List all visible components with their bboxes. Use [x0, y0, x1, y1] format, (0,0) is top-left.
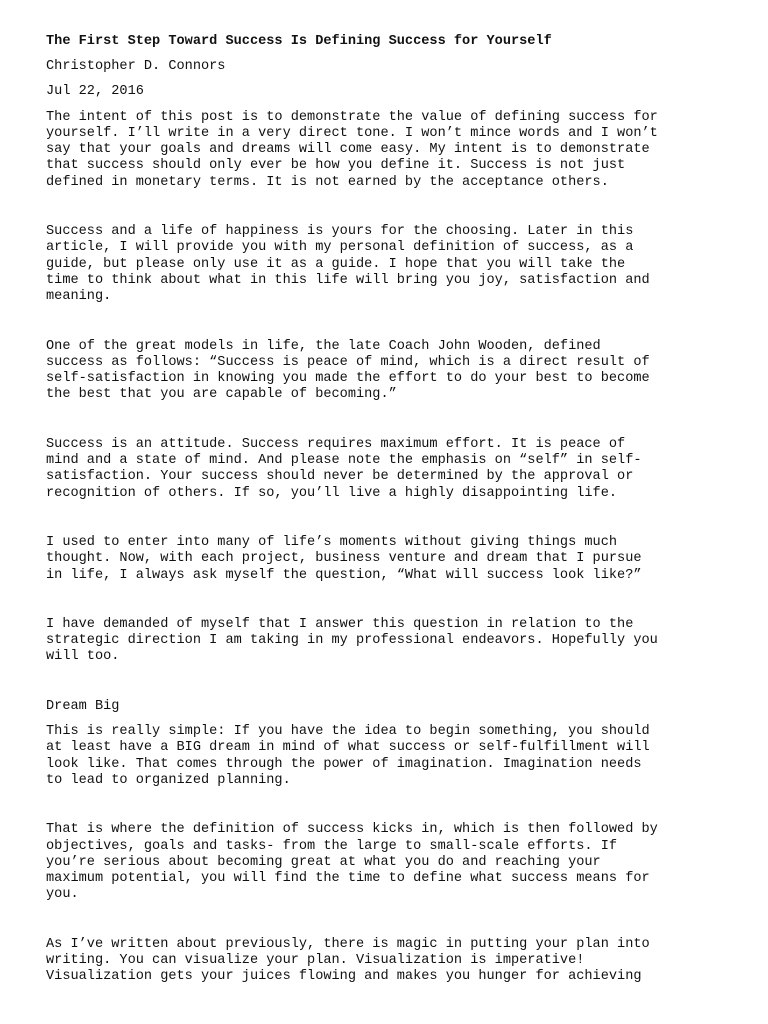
section-heading: Dream Big	[46, 698, 120, 714]
paragraph-line: success as follows: “Success is peace of mind, which is a direct result of	[46, 354, 650, 370]
paragraph-line: The intent of this post is to demonstrate the value of defining success for	[46, 109, 658, 125]
paragraph-line: recognition of others. If so, you’ll live a highly disappointing life.	[46, 485, 618, 501]
paragraph-line: to lead to organized planning.	[46, 772, 291, 788]
paragraph	[46, 224, 736, 305]
paragraph-line: Visualization gets your juices flowing and makes you hunger for achieving	[46, 969, 642, 985]
paragraph-line: say that your goals and dreams will come easy. My intent is to demonstrate	[46, 142, 650, 158]
paragraph	[46, 937, 736, 986]
paragraph-line: look like. That comes through the power of imagination. Imagination needs	[46, 756, 642, 772]
document-title: The First Step Toward Success Is Defining Success for Yourself	[46, 34, 552, 49]
paragraph-line: objectives, goals and tasks- from the large to small-scale efforts. If	[46, 838, 618, 854]
paragraph-line: yourself. I’ll write in a very direct tone. I won’t mince words and I won’t	[46, 125, 658, 141]
paragraph-line: As I’ve written about previously, there is magic in putting your plan into	[46, 936, 650, 952]
paragraph-line: article, I will provide you with my personal definition of success, as a	[46, 240, 634, 256]
paragraph	[46, 339, 736, 404]
document-date: Jul 22, 2016	[46, 84, 144, 100]
paragraph	[46, 822, 736, 903]
paragraph-line: I have demanded of myself that I answer this question in relation to the	[46, 616, 634, 632]
paragraph-line: writing. You can visualize your plan. Visualization is imperative!	[46, 952, 585, 968]
paragraph-line: strategic direction I am taking in my professional endeavors. Hopefully you	[46, 633, 658, 649]
paragraph	[46, 724, 736, 789]
paragraph-line: self-satisfaction in knowing you made the effort to do your best to become	[46, 371, 650, 387]
paragraph	[46, 535, 736, 584]
paragraph-line: the best that you are capable of becoming.”	[46, 387, 397, 403]
paragraph-line: you.	[46, 887, 79, 903]
paragraph-line: mind and a state of mind. And please note the emphasis on “self” in self-	[46, 453, 642, 469]
paragraph-line: This is really simple: If you have the idea to begin something, you should	[46, 724, 650, 740]
paragraph-line: guide, but please only use it as a guide. I hope that you will take the	[46, 256, 626, 272]
paragraph-line: I used to enter into many of life’s moments without giving things much	[46, 534, 618, 550]
paragraph-line: thought. Now, with each project, business venture and dream that I pursue	[46, 551, 642, 567]
paragraph-line: Success and a life of happiness is yours for the choosing. Later in this	[46, 224, 634, 240]
paragraph	[46, 437, 736, 502]
paragraph-line: will too.	[46, 649, 120, 665]
paragraph-line: meaning.	[46, 289, 112, 305]
paragraph-line: That is where the definition of success kicks in, which is then followed by	[46, 822, 658, 838]
paragraph-line: at least have a BIG dream in mind of what success or self-fulfillment will	[46, 740, 650, 756]
document-author: Christopher D. Connors	[46, 59, 226, 74]
paragraph-line: that success should only ever be how you define it. Success is not just	[46, 158, 626, 174]
paragraph-line: time to think about what in this life will bring you joy, satisfaction and	[46, 272, 650, 288]
paragraph-line: in life, I always ask myself the question, “What will success look like?”	[46, 567, 642, 583]
paragraph-line: you’re serious about becoming great at what you do and reaching your	[46, 854, 601, 870]
section-paragraphs	[46, 724, 736, 986]
paragraph-line: satisfaction. Your success should never be determined by the approval or	[46, 469, 634, 485]
intro-paragraphs	[46, 110, 736, 699]
paragraph	[46, 110, 736, 191]
paragraph-line: One of the great models in life, the late Coach John Wooden, defined	[46, 338, 601, 354]
document-page	[46, 34, 736, 986]
paragraph-line: Success is an attitude. Success requires maximum effort. It is peace of	[46, 436, 626, 452]
paragraph-line: maximum potential, you will find the time to define what success means for	[46, 871, 650, 887]
paragraph-line: defined in monetary terms. It is not earned by the acceptance others.	[46, 174, 609, 190]
paragraph	[46, 617, 736, 666]
